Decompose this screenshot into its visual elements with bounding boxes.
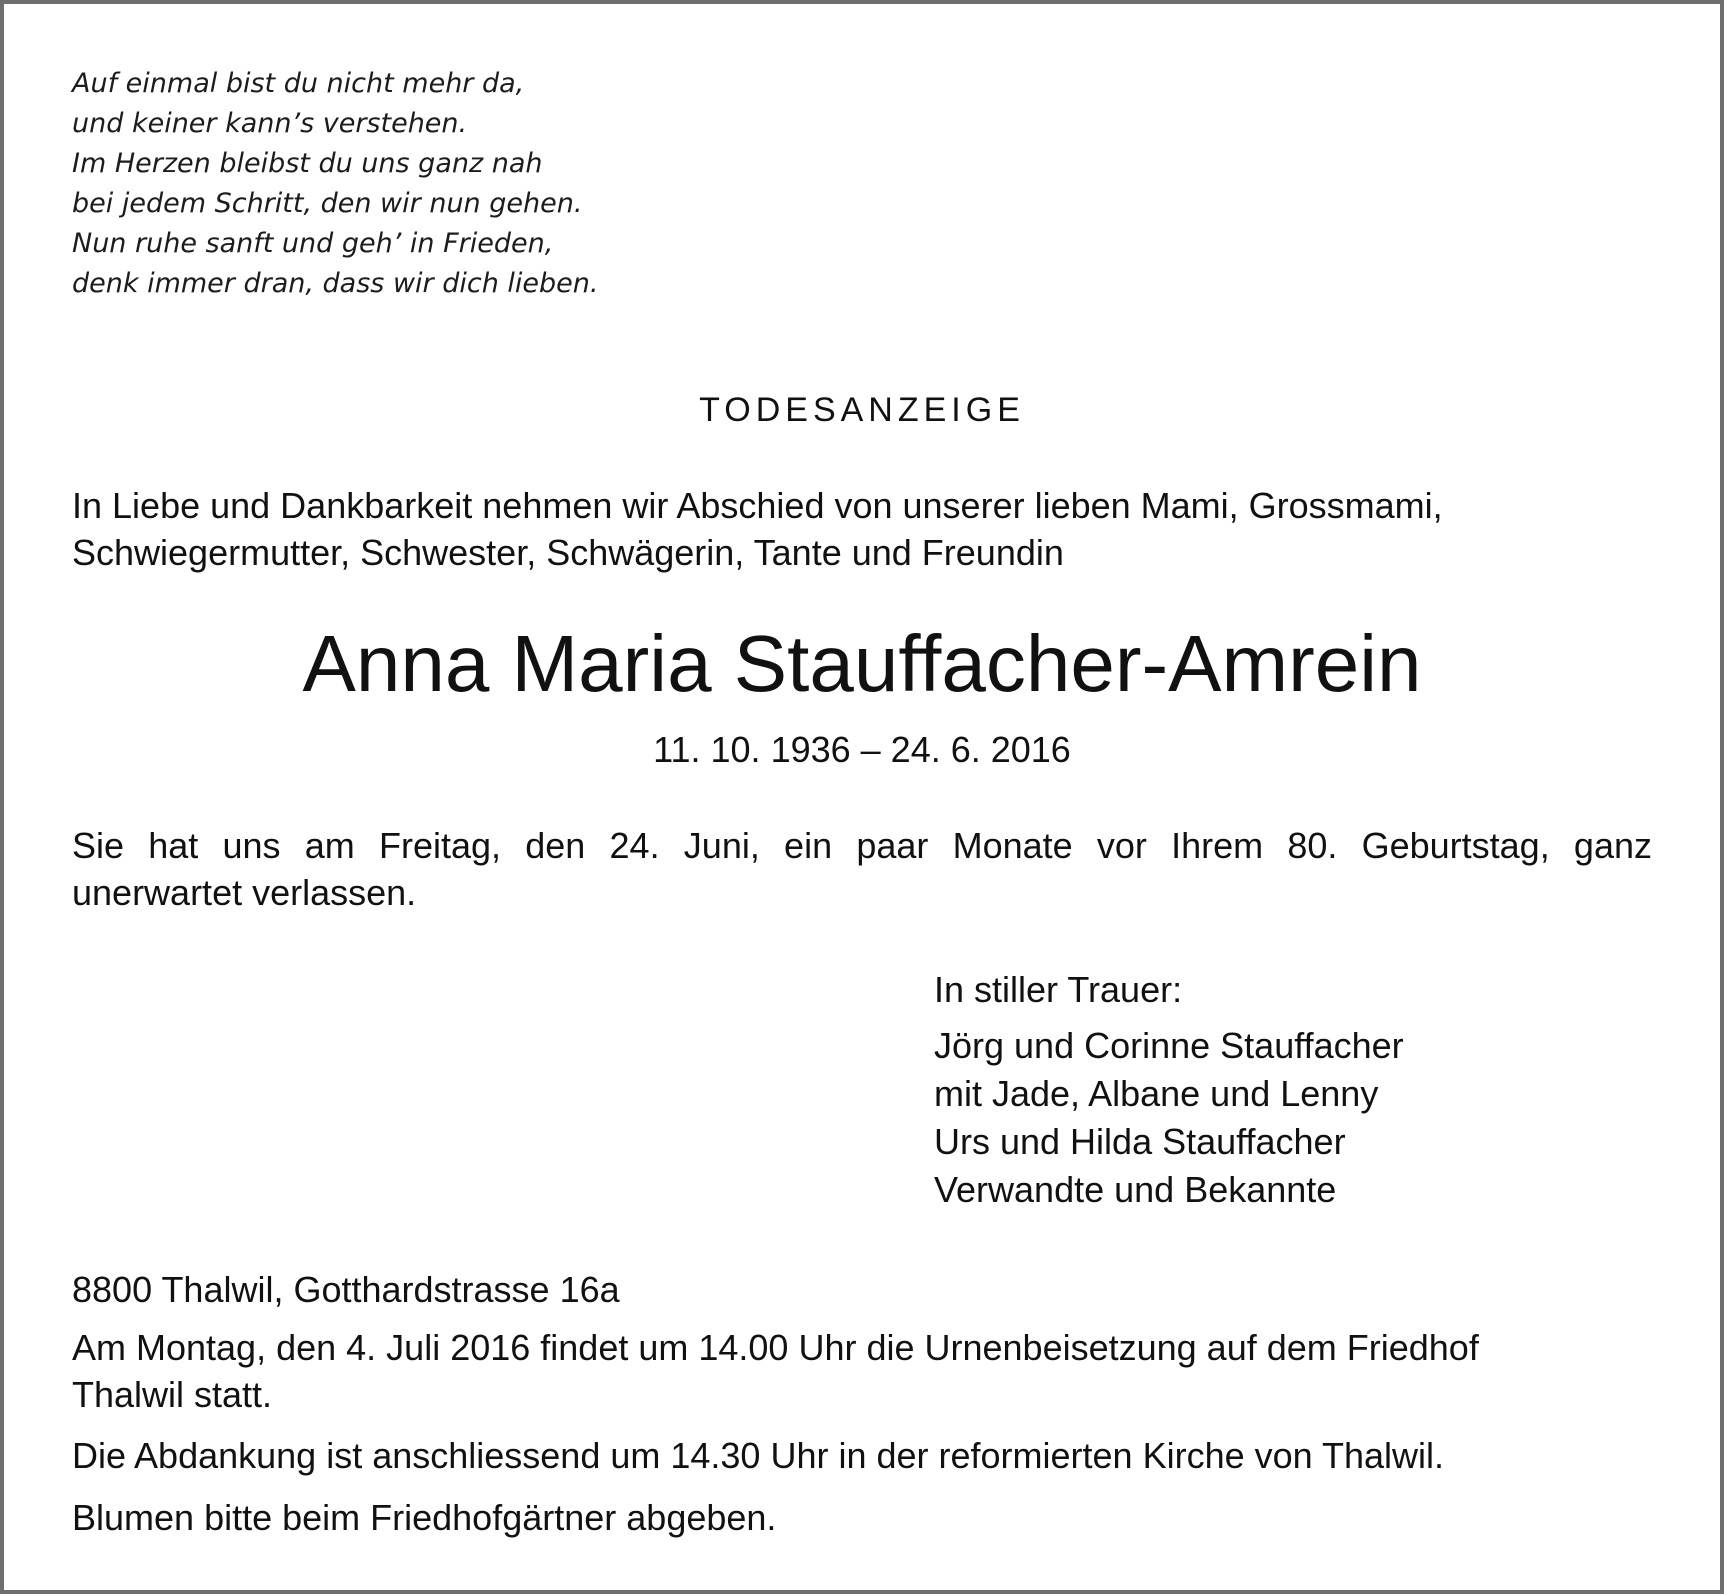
message-line: Sie hat uns am Freitag, den 24. Juni, ein paar Monate vor Ihrem 80. Geburtstag, ganz (72, 825, 1652, 866)
poem-line: Im Herzen bleibst du uns ganz nah (72, 148, 543, 179)
poem-line: und keiner kann’s verstehen. (72, 108, 468, 139)
flowers-note: Blumen bitte beim Friedhofgärtner abgeben. (72, 1497, 777, 1538)
poem-line: Nun ruhe sanft und geh’ in Frieden, (72, 228, 554, 259)
mourner-name: mit Jade, Albane und Lenny (934, 1073, 1379, 1114)
passing-message (72, 822, 1652, 916)
poem-line: bei jedem Schritt, den wir nun gehen. (72, 188, 583, 219)
memorial-service-details: Die Abdankung ist anschliessend um 14.30 Uhr in der reformierten Kirche von Thalwil. (72, 1435, 1445, 1476)
mourner-name: Verwandte und Bekannte (934, 1169, 1337, 1210)
mourner-name: Jörg und Corinne Stauffacher (934, 1025, 1404, 1066)
notice-heading: TODESANZEIGE (699, 391, 1025, 429)
deceased-name: Anna Maria Stauffacher-Amrein (302, 619, 1422, 708)
message-line: unerwartet verlassen. (72, 872, 417, 913)
burial-line: Am Montag, den 4. Juli 2016 findet um 14.00 Uhr die Urnenbeisetzung auf dem Friedhof (72, 1327, 1479, 1368)
burial-details (72, 1324, 1652, 1418)
mourner-name: Urs und Hilda Stauffacher (934, 1121, 1346, 1162)
intro-paragraph (72, 482, 1652, 576)
memorial-poem (72, 64, 1652, 304)
poem-line: denk immer dran, dass wir dich lieben. (72, 268, 599, 299)
mourners-label: In stiller Trauer: (934, 969, 1183, 1010)
mourners-block (934, 966, 1404, 1214)
burial-line: Thalwil statt. (72, 1374, 273, 1415)
poem-line: Auf einmal bist du nicht mehr da, (72, 68, 525, 99)
life-dates: 11. 10. 1936 – 24. 6. 2016 (653, 729, 1071, 770)
intro-line: Schwiegermutter, Schwester, Schwägerin, Tante und Freundin (72, 532, 1064, 573)
family-address: 8800 Thalwil, Gotthardstrasse 16a (72, 1269, 620, 1310)
intro-line: In Liebe und Dankbarkeit nehmen wir Abschied von unserer lieben Mami, Grossmami, (72, 485, 1443, 526)
